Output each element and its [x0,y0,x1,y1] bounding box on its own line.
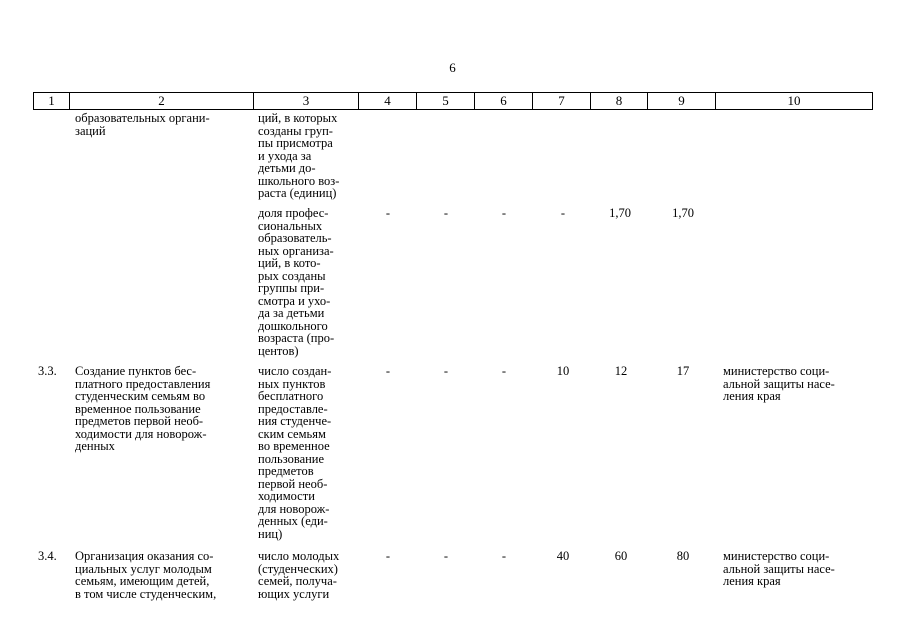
continuation-col3: ций, в которых созданы груп- пы присмотра и ухода за детьми до- школьного воз- раста (единиц) [258,111,340,200]
header-col-10: 10 [787,93,801,108]
row-3-3-col7: 10 [556,364,570,378]
share-row-col7: - [560,206,566,220]
share-row-col9: 1,70 [672,206,694,220]
share-row-col4: - [385,206,391,220]
row-3-3-col3: число создан- ных пунктов бесплатного предоставле- ния студенче- ским семьям во временное пользование предметов первой необ- ходимости для новорож- денных (еди- ниц) [258,364,332,541]
page-number: 6 [449,60,456,75]
row-3-3-col6: - [501,364,507,378]
row-3-4-col5: - [443,549,449,563]
continuation-col2: образовательных органи- заций [75,111,210,138]
row-3-4-col9: 80 [676,549,690,563]
header-col-1: 1 [34,93,70,109]
row-3-4-col4: - [385,549,391,563]
row-3-3-col10: министерство соци- альной защиты насе- ления края [723,364,835,403]
row-3-4-number: 3.4. [38,549,57,563]
header-col-5: 5 [417,93,475,109]
row-3-4-col2: Организация оказания со- циальных услуг молодым семьям, имеющим детей, в том числе студенческим, [75,549,217,601]
row-3-4-col6: - [501,549,507,563]
header-col-2: 2 [70,93,254,109]
row-3-3-col8: 12 [614,364,628,378]
row-3-3-col5: - [443,364,449,378]
header-col-7: 7 [533,93,591,109]
row-3-4-col7: 40 [556,549,570,563]
share-row-col8: 1,70 [609,206,631,220]
header-col-4: 4 [359,93,417,109]
row-3-3-col4: - [385,364,391,378]
row-3-3-col9: 17 [676,364,690,378]
share-row-col3: доля профес- сиональных образователь- ных организа- ций, в кото- рых созданы группы при- смотра и ухо- да за детьми дошкольного возраста (про- центов) [258,206,335,358]
header-col-9: 9 [648,93,716,109]
row-3-3-number: 3.3. [38,364,57,378]
header-col-8: 8 [591,93,648,109]
row-3-4-col8: 60 [614,549,628,563]
row-3-3-col2: Создание пунктов бес- платного предоставления студенческим семьям во временное пользование предметов первой необ- ходимости для новорож- денных [75,364,211,453]
share-row-col6: - [501,206,507,220]
header-col-6: 6 [475,93,533,109]
row-3-4-col3: число молодых (студенческих) семей, получа- ющих услуги [258,549,340,601]
share-row-col5: - [443,206,449,220]
header-col-3: 3 [254,93,359,109]
table-header-row [33,92,873,110]
row-3-4-col10: министерство соци- альной защиты насе- ления края [723,549,835,588]
